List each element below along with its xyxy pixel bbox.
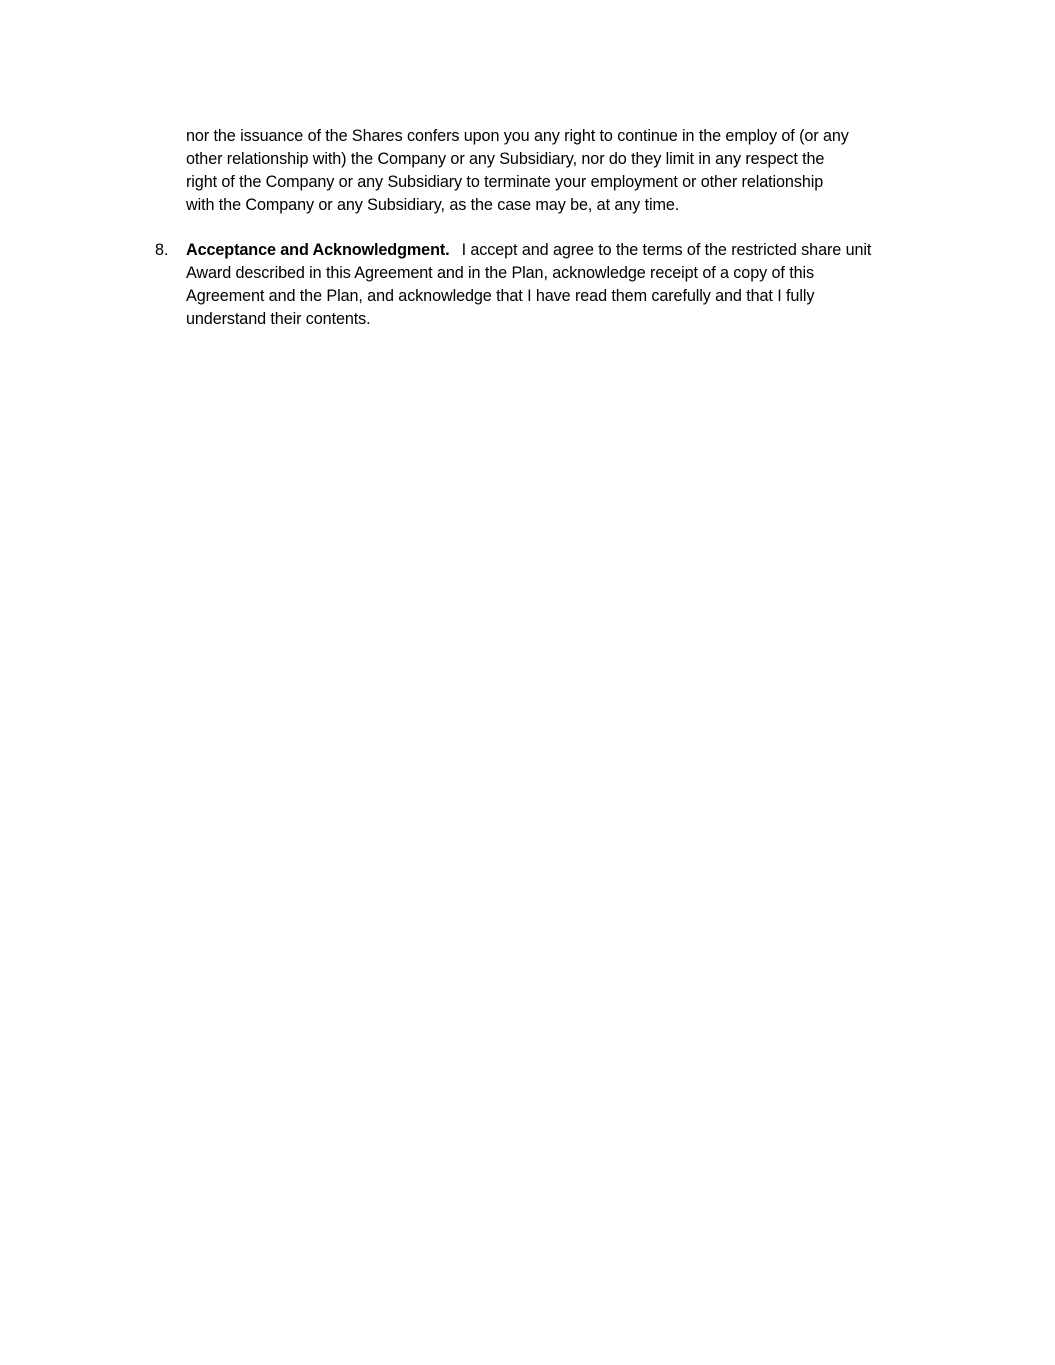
continuation-line-1: nor the issuance of the Shares confers upon you any right to continue in the employ of (or any xyxy=(186,127,849,145)
section-8-first-line-text: I accept and agree to the terms of the restricted share unit xyxy=(461,241,872,259)
continuation-line-4: with the Company or any Subsidiary, as the case may be, at any time. xyxy=(186,196,680,214)
section-8-heading: Acceptance and Acknowledgment. xyxy=(186,241,450,259)
section-8-number: 8. xyxy=(155,241,169,259)
section-8-first-line xyxy=(186,239,871,262)
section-8-line-2: Award described in this Agreement and in the Plan, acknowledge receipt of a copy of this xyxy=(186,264,814,282)
section-8-line-3: Agreement and the Plan, and acknowledge that I have read them carefully and that I fully xyxy=(186,287,815,305)
continuation-line-2: other relationship with) the Company or any Subsidiary, nor do they limit in any respect the xyxy=(186,150,825,168)
section-8-line-4: understand their contents. xyxy=(186,310,371,328)
continuation-line-3: right of the Company or any Subsidiary to terminate your employment or other relationship xyxy=(186,173,824,191)
